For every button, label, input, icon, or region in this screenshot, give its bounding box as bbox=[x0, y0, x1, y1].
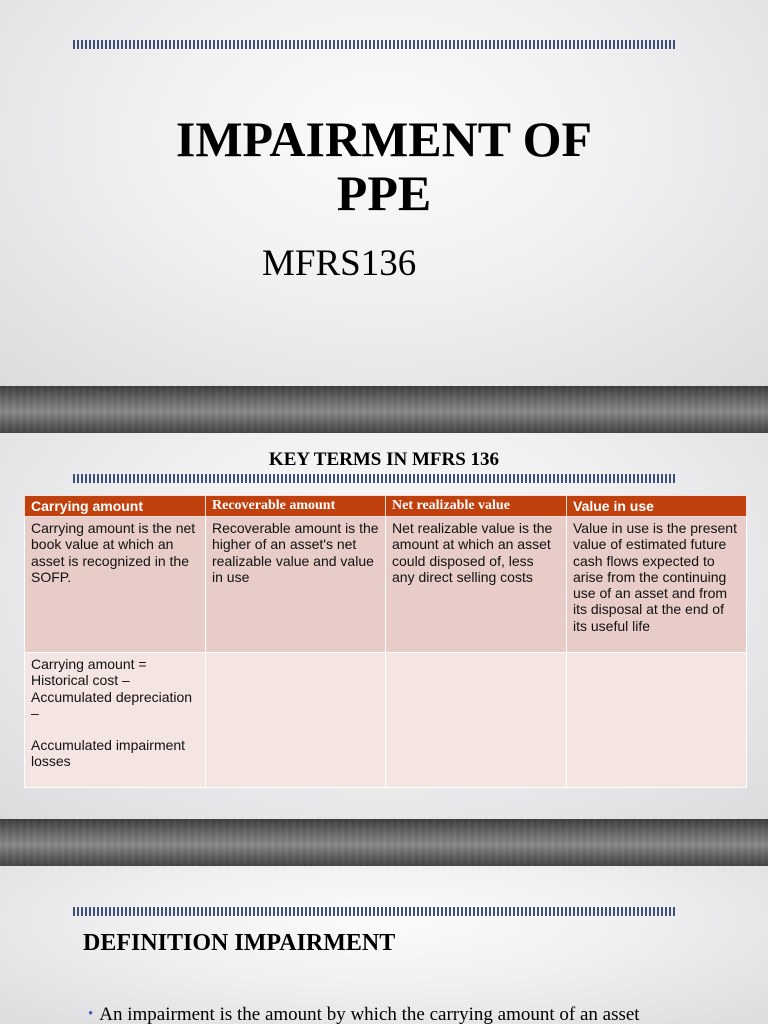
table-row bbox=[25, 517, 747, 653]
bullet-dot-icon: • bbox=[88, 1006, 94, 1022]
header-carrying-amount: Carrying amount bbox=[25, 496, 206, 517]
decorative-dash-bar bbox=[73, 474, 677, 483]
formula-line: – bbox=[31, 704, 39, 721]
table-cell bbox=[386, 653, 567, 788]
formula-line: Accumulated impairment losses bbox=[31, 737, 186, 770]
table-cell: Recoverable amount is the higher of an asset's net realizable value and value in use bbox=[206, 517, 386, 653]
title-line-1: IMPAIRMENT OF bbox=[175, 111, 593, 167]
table-cell bbox=[206, 653, 386, 788]
title-line-2: PPE bbox=[336, 165, 432, 221]
table-cell: Carrying amount is the net book value at which an asset is recognized in the SOFP. bbox=[25, 517, 206, 653]
table-cell bbox=[25, 653, 206, 788]
header-net-realizable-value: Net realizable value bbox=[386, 496, 567, 517]
slide-title bbox=[0, 112, 768, 220]
decorative-dash-bar bbox=[73, 907, 677, 916]
bullet-item bbox=[88, 1004, 640, 1024]
table-row bbox=[25, 653, 747, 788]
table-cell: Net realizable value is the amount at which an asset could disposed of, less any direct selling costs bbox=[386, 517, 567, 653]
definition-slide bbox=[0, 866, 768, 1024]
slide-subtitle: MFRS136 bbox=[262, 243, 417, 284]
slide-divider bbox=[0, 386, 768, 433]
decorative-dash-bar bbox=[73, 40, 677, 49]
header-recoverable-amount: Recoverable amount bbox=[206, 496, 386, 517]
table-cell: Value in use is the present value of estimated future cash flows expected to arise from the continuing use of an asset and from its disposal at the end of its useful life bbox=[567, 517, 747, 653]
slide-title: KEY TERMS IN MFRS 136 bbox=[268, 449, 500, 470]
table-header-row bbox=[25, 496, 747, 517]
slide-title: DEFINITION IMPAIRMENT bbox=[83, 930, 396, 956]
key-terms-table bbox=[24, 495, 747, 788]
formula-line: Carrying amount = bbox=[31, 656, 147, 672]
header-value-in-use: Value in use bbox=[567, 496, 747, 517]
formula-line: Accumulated depreciation bbox=[31, 688, 193, 705]
slide-divider bbox=[0, 819, 768, 866]
key-terms-slide bbox=[0, 433, 768, 819]
bullet-text: An impairment is the amount by which the carrying amount of an asset bbox=[99, 1004, 640, 1024]
formula-line: Historical cost – bbox=[31, 672, 130, 689]
table-cell bbox=[567, 653, 747, 788]
title-slide bbox=[0, 0, 768, 386]
